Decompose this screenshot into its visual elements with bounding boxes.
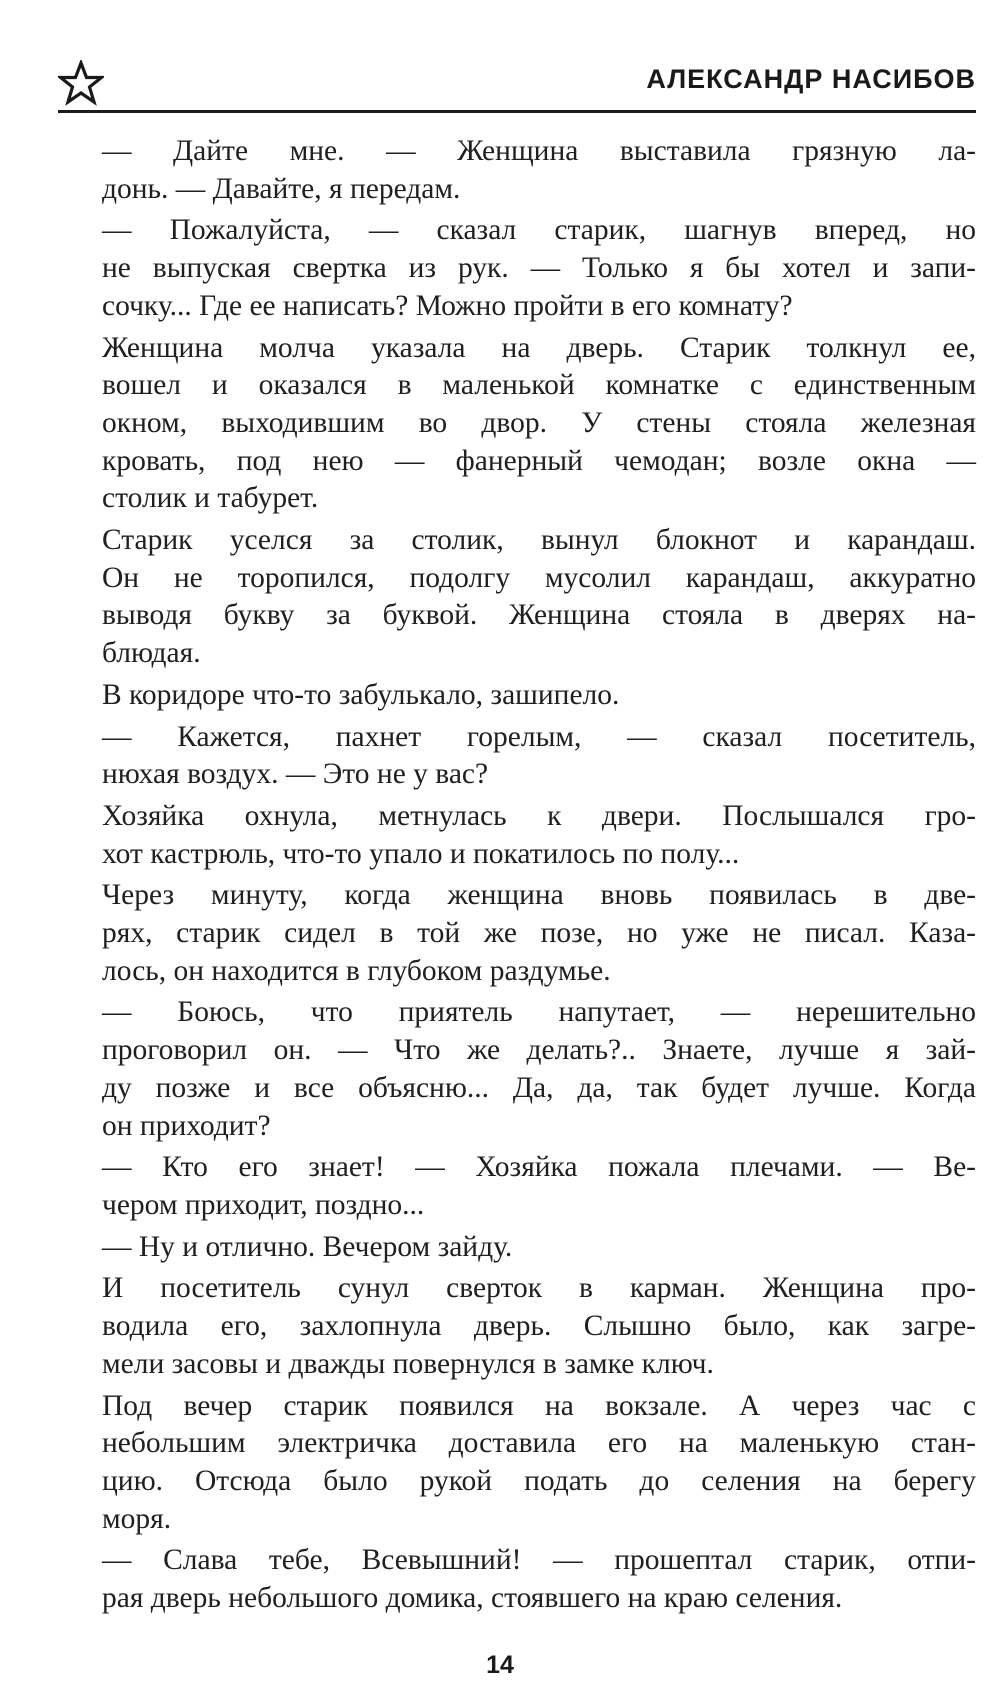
paragraph	[58, 1149, 976, 1224]
paragraph	[58, 1388, 976, 1539]
running-header	[58, 58, 976, 108]
paragraph	[58, 1229, 976, 1267]
text-line: нюхая воздух. — Это не у вас?	[102, 758, 489, 791]
paragraph	[58, 212, 976, 325]
text-line: В коридоре что-то забулькало, зашипело.	[102, 678, 620, 711]
text-line: — Дайте мне. — Женщина выставила грязную ла-	[102, 135, 976, 167]
paragraph	[58, 877, 976, 990]
header-author: АЛЕКСАНДР НАСИБОВ	[646, 64, 976, 94]
paragraph	[58, 677, 976, 715]
text-line: проговорил он. — Что же делать?.. Знаете, лучше я зай-	[102, 1034, 976, 1067]
text-line: выводя букву за буквой. Женщина стояла в дверях на-	[102, 599, 976, 632]
text-line: — Ну и отлично. Вечером зайду.	[102, 1230, 513, 1263]
text-line: ду позже и все объясню... Да, да, так будет лучше. Когда	[102, 1071, 976, 1104]
text-line: моря.	[102, 1502, 172, 1535]
text-line: — Боюсь, что приятель напутает, — нерешительно	[102, 996, 976, 1029]
paragraph	[58, 133, 976, 208]
text-line: Он не торопился, подолгу мусолил карандаш, аккуратно	[102, 561, 976, 594]
text-line: донь. — Давайте, я передам.	[102, 172, 461, 205]
text-line: И посетитель сунул сверток в карман. Женщина про-	[102, 1272, 976, 1305]
paragraph	[58, 798, 976, 873]
text-line: мели засовы и дважды повернулся в замке ключ.	[102, 1347, 714, 1380]
text-line: Хозяйка охнула, метнулась к двери. Послышался гро-	[102, 799, 976, 832]
text-line: рях, старик сидел в той же позе, но уже не писал. Каза-	[102, 917, 976, 950]
text-line: кровать, под нею — фанерный чемодан; возле окна —	[102, 444, 976, 477]
paragraph	[58, 330, 976, 519]
text-line: чером приходит, поздно...	[102, 1188, 425, 1221]
text-line: не выпуская свертка из рук. — Только я бы хотел и запи-	[102, 252, 976, 285]
text-line: Женщина молча указала на дверь. Старик толкнул ее,	[102, 331, 976, 364]
text-line: окном, выходившим во двор. У стены стояла железная	[102, 406, 976, 439]
body-text	[58, 133, 976, 1622]
text-line: водила его, захлопнула дверь. Слышно было, как загре-	[102, 1310, 976, 1343]
paragraph	[58, 1542, 976, 1617]
paragraph	[58, 994, 976, 1145]
text-line: цию. Отсюда было рукой подать до селения на берегу	[102, 1464, 976, 1497]
text-line: Через минуту, когда женщина вновь появилась в две-	[102, 879, 976, 912]
paragraph	[58, 522, 976, 673]
page-number: 14	[486, 1651, 514, 1679]
text-line: Старик уселся за столик, вынул блокнот и карандаш.	[102, 524, 976, 557]
text-line: небольшим электричка доставила его на маленькую стан-	[102, 1427, 976, 1460]
text-line: сочку... Где ее написать? Можно пройти в его комнату?	[102, 289, 793, 322]
text-line: — Кто его знает! — Хозяйка пожала плечами. — Ве-	[102, 1151, 976, 1184]
text-line: — Слава тебе, Всевышний! — прошептал старик, отпи-	[102, 1544, 976, 1577]
text-line: хот кастрюль, что-то упало и покатилось по полу...	[102, 837, 740, 870]
text-line: вошел и оказался в маленькой комнатке с единственным	[102, 369, 976, 402]
text-line: Под вечер старик появился на вокзале. А через час с	[102, 1389, 976, 1422]
text-line: столик и табурет.	[102, 482, 319, 515]
text-line: блюдая.	[102, 637, 201, 670]
text-line: — Кажется, пахнет горелым, — сказал посетитель,	[102, 720, 976, 753]
star-outline-icon	[58, 60, 104, 106]
paragraph	[58, 1270, 976, 1383]
header-rule	[58, 110, 976, 113]
text-line: лось, он находится в глубоком раздумье.	[102, 954, 611, 987]
text-line: рая дверь небольшого домика, стоявшего на краю селения.	[102, 1582, 843, 1615]
text-line: — Пожалуйста, — сказал старик, шагнув вперед, но	[102, 214, 976, 247]
paragraph	[58, 719, 976, 794]
text-line: он приходит?	[102, 1109, 271, 1142]
